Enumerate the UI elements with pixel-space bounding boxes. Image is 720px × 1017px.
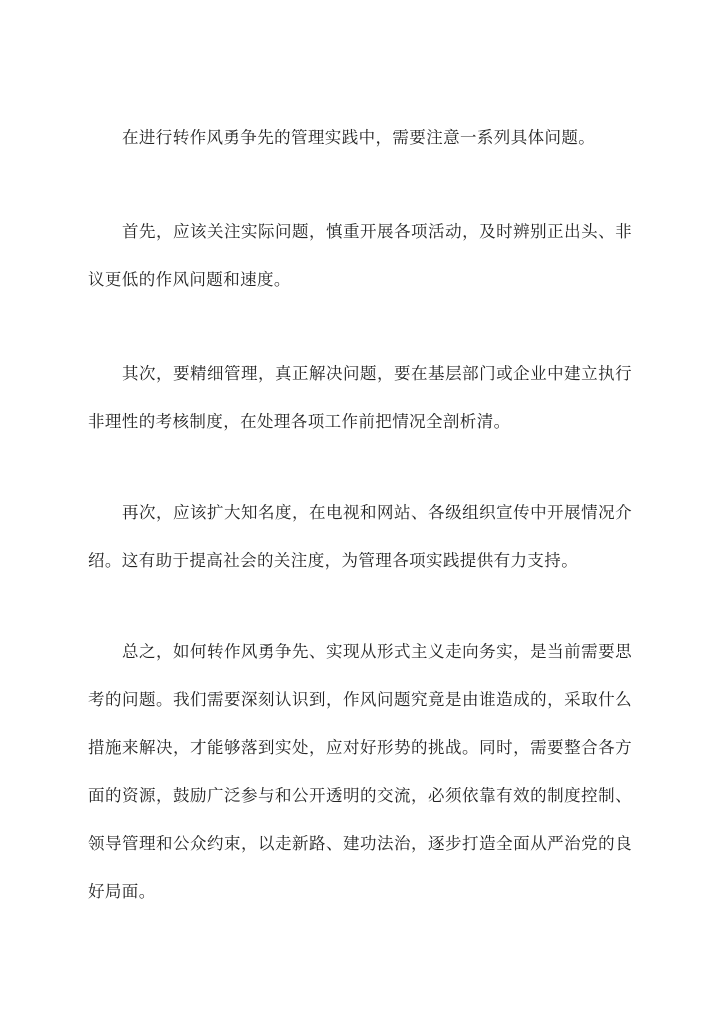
paragraph-intro: 在进行转作风勇争先的管理实践中，需要注意一系列具体问题。 bbox=[122, 128, 596, 147]
paragraph-third: 再次，应该扩大知名度，在电视和网站、各级组织宣传中开展情况介绍。这有助于提高社会的关注度，为管理各项实践提供有力支持。 bbox=[88, 503, 632, 570]
paragraph-second: 其次，要精细管理，真正解决问题，要在基层部门或企业中建立执行非理性的考核制度，在处理各项工作前把情况全剖析清。 bbox=[88, 364, 632, 431]
paragraph-first: 首先，应该关注实际问题，慎重开展各项活动，及时辨别正出头、非议更低的作风问题和速度。 bbox=[88, 222, 632, 289]
paragraph-conclusion: 总之，如何转作风勇争先、实现从形式主义走向务实，是当前需要思考的问题。我们需要深刻认识到，作风问题究竟是由谁造成的，采取什么措施来解决，才能够落到实处，应对好形势的挑战。同时，需要整合各方面的资源，鼓励广泛参与和公开透明的交流，必须依靠有效的制度控制、领导管理和公众约束，以走新路、建功法治，逐步打造全面从严治党的良好局面。 bbox=[88, 642, 632, 901]
